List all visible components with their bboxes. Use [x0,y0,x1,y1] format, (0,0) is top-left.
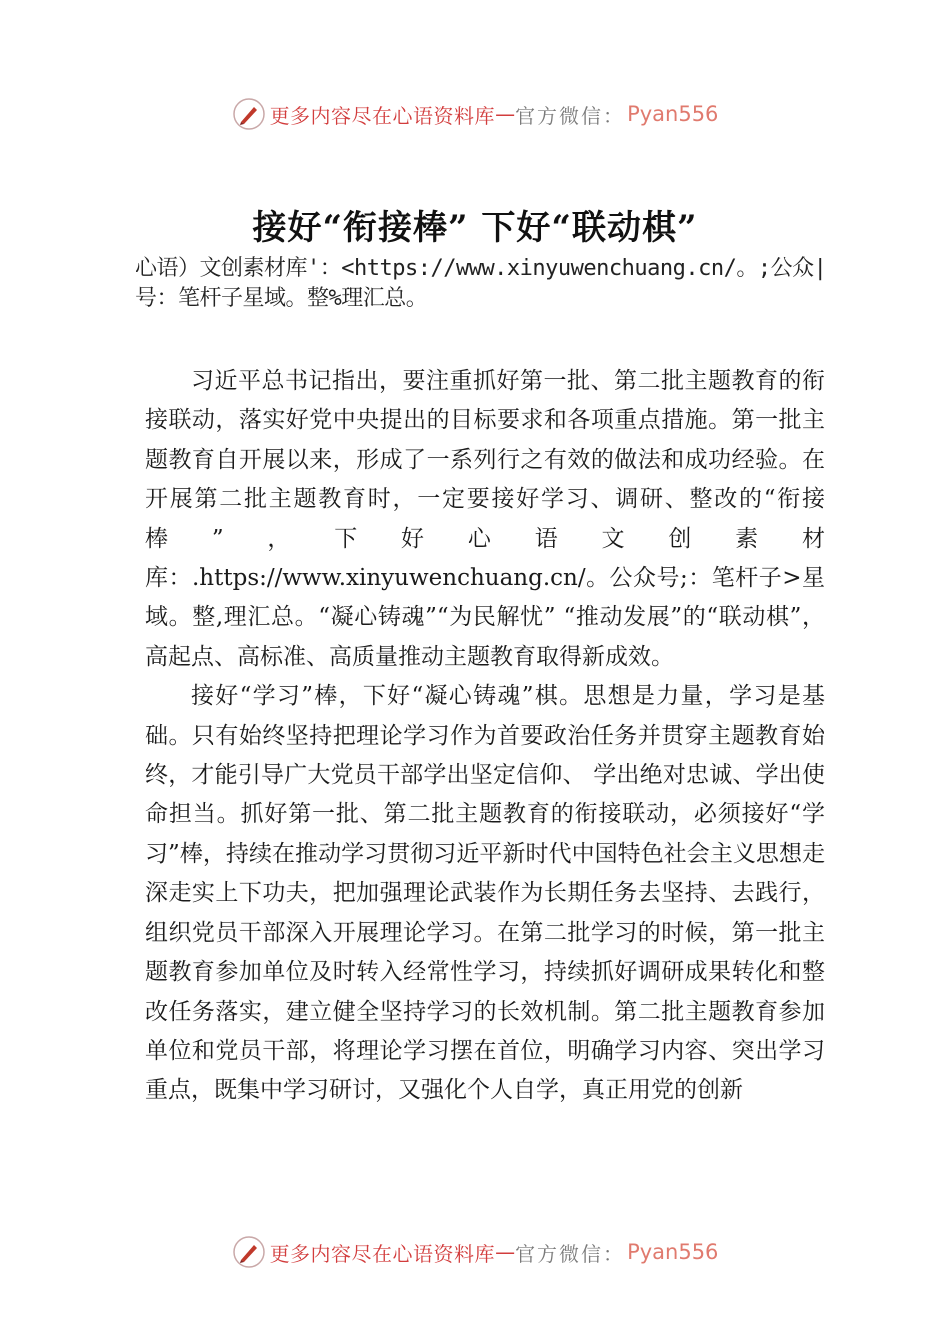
paragraph: 习近平总书记指出，要注重抓好第一批、第二批主题教育的衔接联动，落实好党中央提出的目标要求和各项重点措施。第一批主题教育自开展以来，形成了一系列行之有效的做法和成功经验。在开展第二批主题教育时，一定要接好学习、调研、整改的“衔接棒”，下好心语文创素材库：.https://www.xinyuwenchuang.cn/。公众号;：笔杆子>星域。整,理汇总。“凝心铸魂”“为民解忧” “推动发展”的“联动棋”，高起点、高标准、高质量推动主题教育取得新成效。 [145,368,825,670]
banner-separator: — [495,1240,516,1264]
document-body [145,362,825,1111]
pen-logo-icon [232,97,266,131]
banner-wechat-label: 官方微信： [515,1241,626,1266]
banner-separator: — [495,102,516,126]
paragraph: 接好“学习”棒，下好“凝心铸魂”棋。思想是力量，学习是基础。只有始终坚持把理论学习作为首要政治任务并贯穿主题教育始终，才能引导广大党员干部学出坚定信仰、 学出绝对忠诚、学出使命担当。抓好第一批、第二批主题教育的衔接联动，必须接好“学习”棒，持续在推动学习贯彻习近平新时代中国特色社会主义思想走深走实上下功夫，把加强理论武装作为长期任务去坚持、去践行，组织党员干部深入开展理论学习。在第二批学习的时候，第一批主题教育参加单位及时转入经常性学习，持续抓好调研成果转化和整改任务落实，建立健全坚持学习的长效机制。第二批主题教育参加单位和党员干部，将理论学习摆在首位，明确学习内容、突出学习重点，既集中学习研讨，又强化个人自学，真正用党的创新 [145,683,825,1104]
banner-wechat-id: Pyan556 [627,102,719,126]
header-banner [0,94,950,134]
source-line: 心语）文创素材库'：<https://www.xinyuwenchuang.cn/。;公众|号：笔杆子星域。整%理汇总。 [135,256,827,311]
banner-slogan: 更多内容尽在心语资料库 [269,1241,496,1266]
pen-logo-icon [232,1235,266,1269]
banner-wechat-label: 官方微信： [515,103,626,128]
document-title: 接好“衔接棒” 下好“联动棋” [252,208,698,248]
banner-slogan: 更多内容尽在心语资料库 [269,103,496,128]
footer-banner [0,1232,950,1272]
banner-wechat-id: Pyan556 [627,1240,719,1264]
